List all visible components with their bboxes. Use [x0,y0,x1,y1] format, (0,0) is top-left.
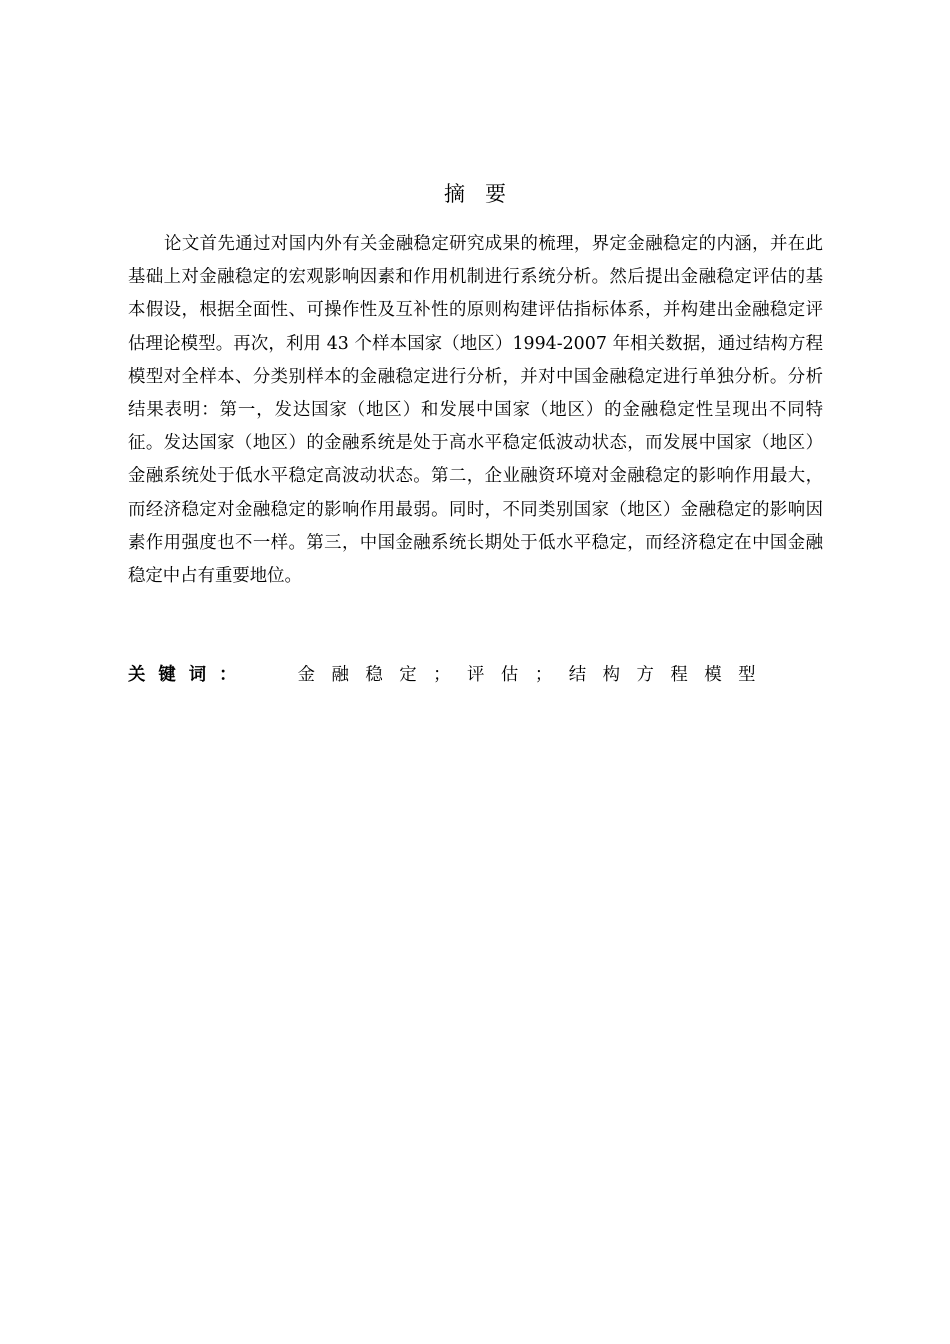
abstract-paragraph: 论文首先通过对国内外有关金融稳定研究成果的梳理，界定金融稳定的内涵，并在此基础上对金融稳定的宏观影响因素和作用机制进行系统分析。然后提出金融稳定评估的基本假设，根据全面性、可操作性及互补性的原则构建评估指标体系，并构建出金融稳定评估理论模型。再次，利用 43 个样本国家（地区）1994-2007 年相关数据，通过结构方程模型对全样本、分类别样本的金融稳定进行分析，并对中国金融稳定进行单独分析。分析结果表明：第一，发达国家（地区）和发展中国家（地区）的金融稳定性呈现出不同特征。发达国家（地区）的金融系统是处于高水平稳定低波动状态，而发展中国家（地区）金融系统处于低水平稳定高波动状态。第二，企业融资环境对金融稳定的影响作用最大，而经济稳定对金融稳定的影响作用最弱。同时，不同类别国家（地区）金融稳定的影响因素作用强度也不一样。第三，中国金融系统长期处于低水平稳定，而经济稳定在中国金融稳定中占有重要地位。 [128,234,823,587]
keywords-values: 金融稳定；评估；结构方程模型 [297,665,773,685]
keywords-line [128,660,828,690]
keywords-label: 关键词： [128,665,250,685]
page-title: 摘要 [444,182,526,206]
